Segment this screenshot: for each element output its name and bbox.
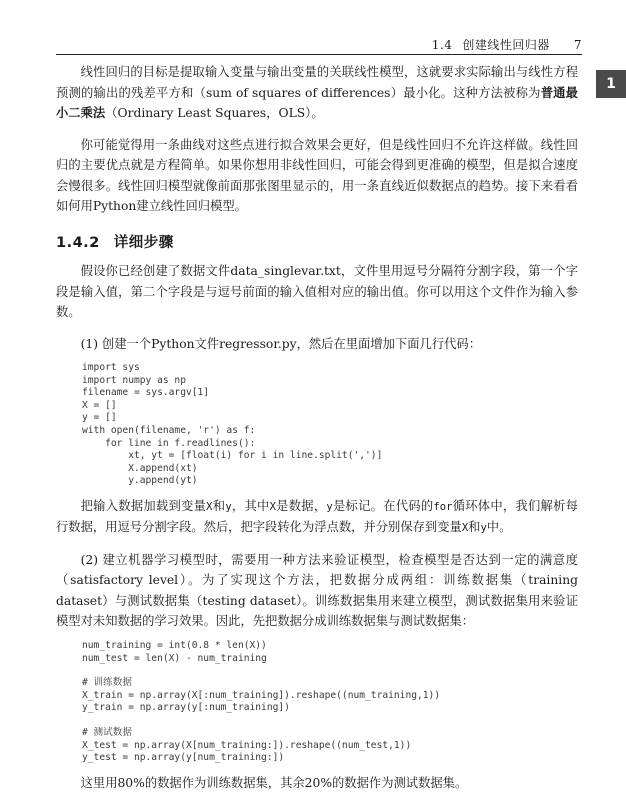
paragraph-step1: (1) 创建一个Python文件regressor.py，然后在里面增加下面几行代码： [80,336,482,351]
code-line: X.append(xt) [82,462,198,474]
inline-code: X [206,500,213,513]
code-line: with open(filename, 'r') as f: [82,424,256,436]
paragraph-explain-load [56,496,578,539]
code-blank-line [82,665,578,677]
paragraph-split-ratio: 这里用80%的数据作为训练数据集，其余20%的数据作为测试数据集。 [80,775,468,790]
text-run: 是标记。在代码的 [332,498,434,513]
code-line: y.append(yt) [82,475,198,487]
text-run: 和 [468,520,481,535]
inline-code: y [225,500,232,513]
code-line: y_test = np.array(y[num_training:]) [82,752,285,764]
paragraph-curve: 你可能觉得用一条曲线对这些点进行拟合效果会更好，但是线性回归不允许这样做。线性回归的主要优点就是方程简单。如果你想用非线性回归，可能会得到更准确的模型，但是拟合速度会慢很多。线性回归模型就像前面那张图里显示的，用一条直线近似数据点的趋势。接下来看看如何用Python建立线性回归模型。 [56,137,578,213]
code-line: X_train = np.array(X[:num_training]).reshape((num_training,1)) [82,689,441,701]
paragraph-ols-text-b: （Ordinary Least Squares，OLS）。 [105,106,324,120]
paragraph-datafile: 假设你已经创建了数据文件data_singlevar.txt，文件里用逗号分隔符分割字段，第一个字段是输入值，第二个字段是与逗号前面的输入值相对应的输出值。你可以用这个文件作为输入参数。 [56,264,578,319]
paragraph-ols-text-a: 线性回归的目标是提取输入变量与输出变量的关联线性模型，这就要求实际输出与线性方程预测的输出的残差平方和（sum of squares of differences）最小化。这种方法被称为 [56,65,578,100]
code-line: import sys [82,362,140,373]
code-comment: # 训练数据 [82,677,132,689]
chapter-tab: 1 [596,70,626,98]
code-line: y_train = np.array(y[:num_training]) [82,702,290,714]
text-run: 是数据， [275,498,327,513]
code-blank-line [82,715,578,727]
ols-bold-term: 普通最小二乘法 [56,84,578,120]
text-run: 把输入数据加载到变量 [80,498,207,513]
header-section-number: 1.4 [431,38,453,52]
code-line: import numpy as np [82,374,186,386]
inline-code: y [326,500,333,513]
page-number: 7 [573,38,582,52]
section-heading-number: 1.4.2 [56,234,100,251]
code-line: num_training = int(0.8 * len(X)) [82,639,267,651]
code-line: X = [] [82,399,117,411]
code-line: y = [] [82,412,117,424]
inline-code: y [480,522,487,535]
text-run: ，其中 [231,498,270,513]
text-run: 循环体中，我们解析每行数据，用逗号分割字段。然后，把字段转化为浮点数，并分别保存到变量 [56,498,578,535]
text-run: 中。 [486,520,512,535]
inline-code: X [269,500,276,513]
header-section-title: 创建线性回归器 [462,38,550,52]
paragraph-ols [56,62,578,124]
running-header [56,38,582,55]
section-heading-text: 详细步骤 [113,234,174,251]
code-line: xt, yt = [float(i) for i in line.split(',')] [82,450,383,462]
section-heading [56,233,578,254]
inline-code: X [461,522,469,535]
code-line: num_test = len(X) - num_training [82,652,267,664]
code-block-load [82,362,578,488]
code-line: X_test = np.array(X[num_training:]).reshape((num_test,1)) [82,739,412,751]
inline-code: for [433,500,453,513]
header-title [432,36,582,53]
code-line: for line in f.readlines(): [82,437,256,449]
page-body [56,62,578,793]
paragraph-step2: (2) 建立机器学习模型时，需要用一种方法来验证模型，检查模型是否达到一定的满意度（satisfactory level）。为了实现这个方法，把数据分成两组：训练数据集（training dataset）与测试数据集（testing dataset）。训练数据集用来建立模型，测试数据集用来验证模型对未知数据的学习效果。因此，先把数据分成训练数据集与测试数据集： [56,552,578,629]
code-line: filename = sys.argv[1] [82,387,210,399]
text-run: 和 [212,498,226,513]
code-block-split [82,640,578,765]
code-comment: # 测试数据 [82,726,132,738]
